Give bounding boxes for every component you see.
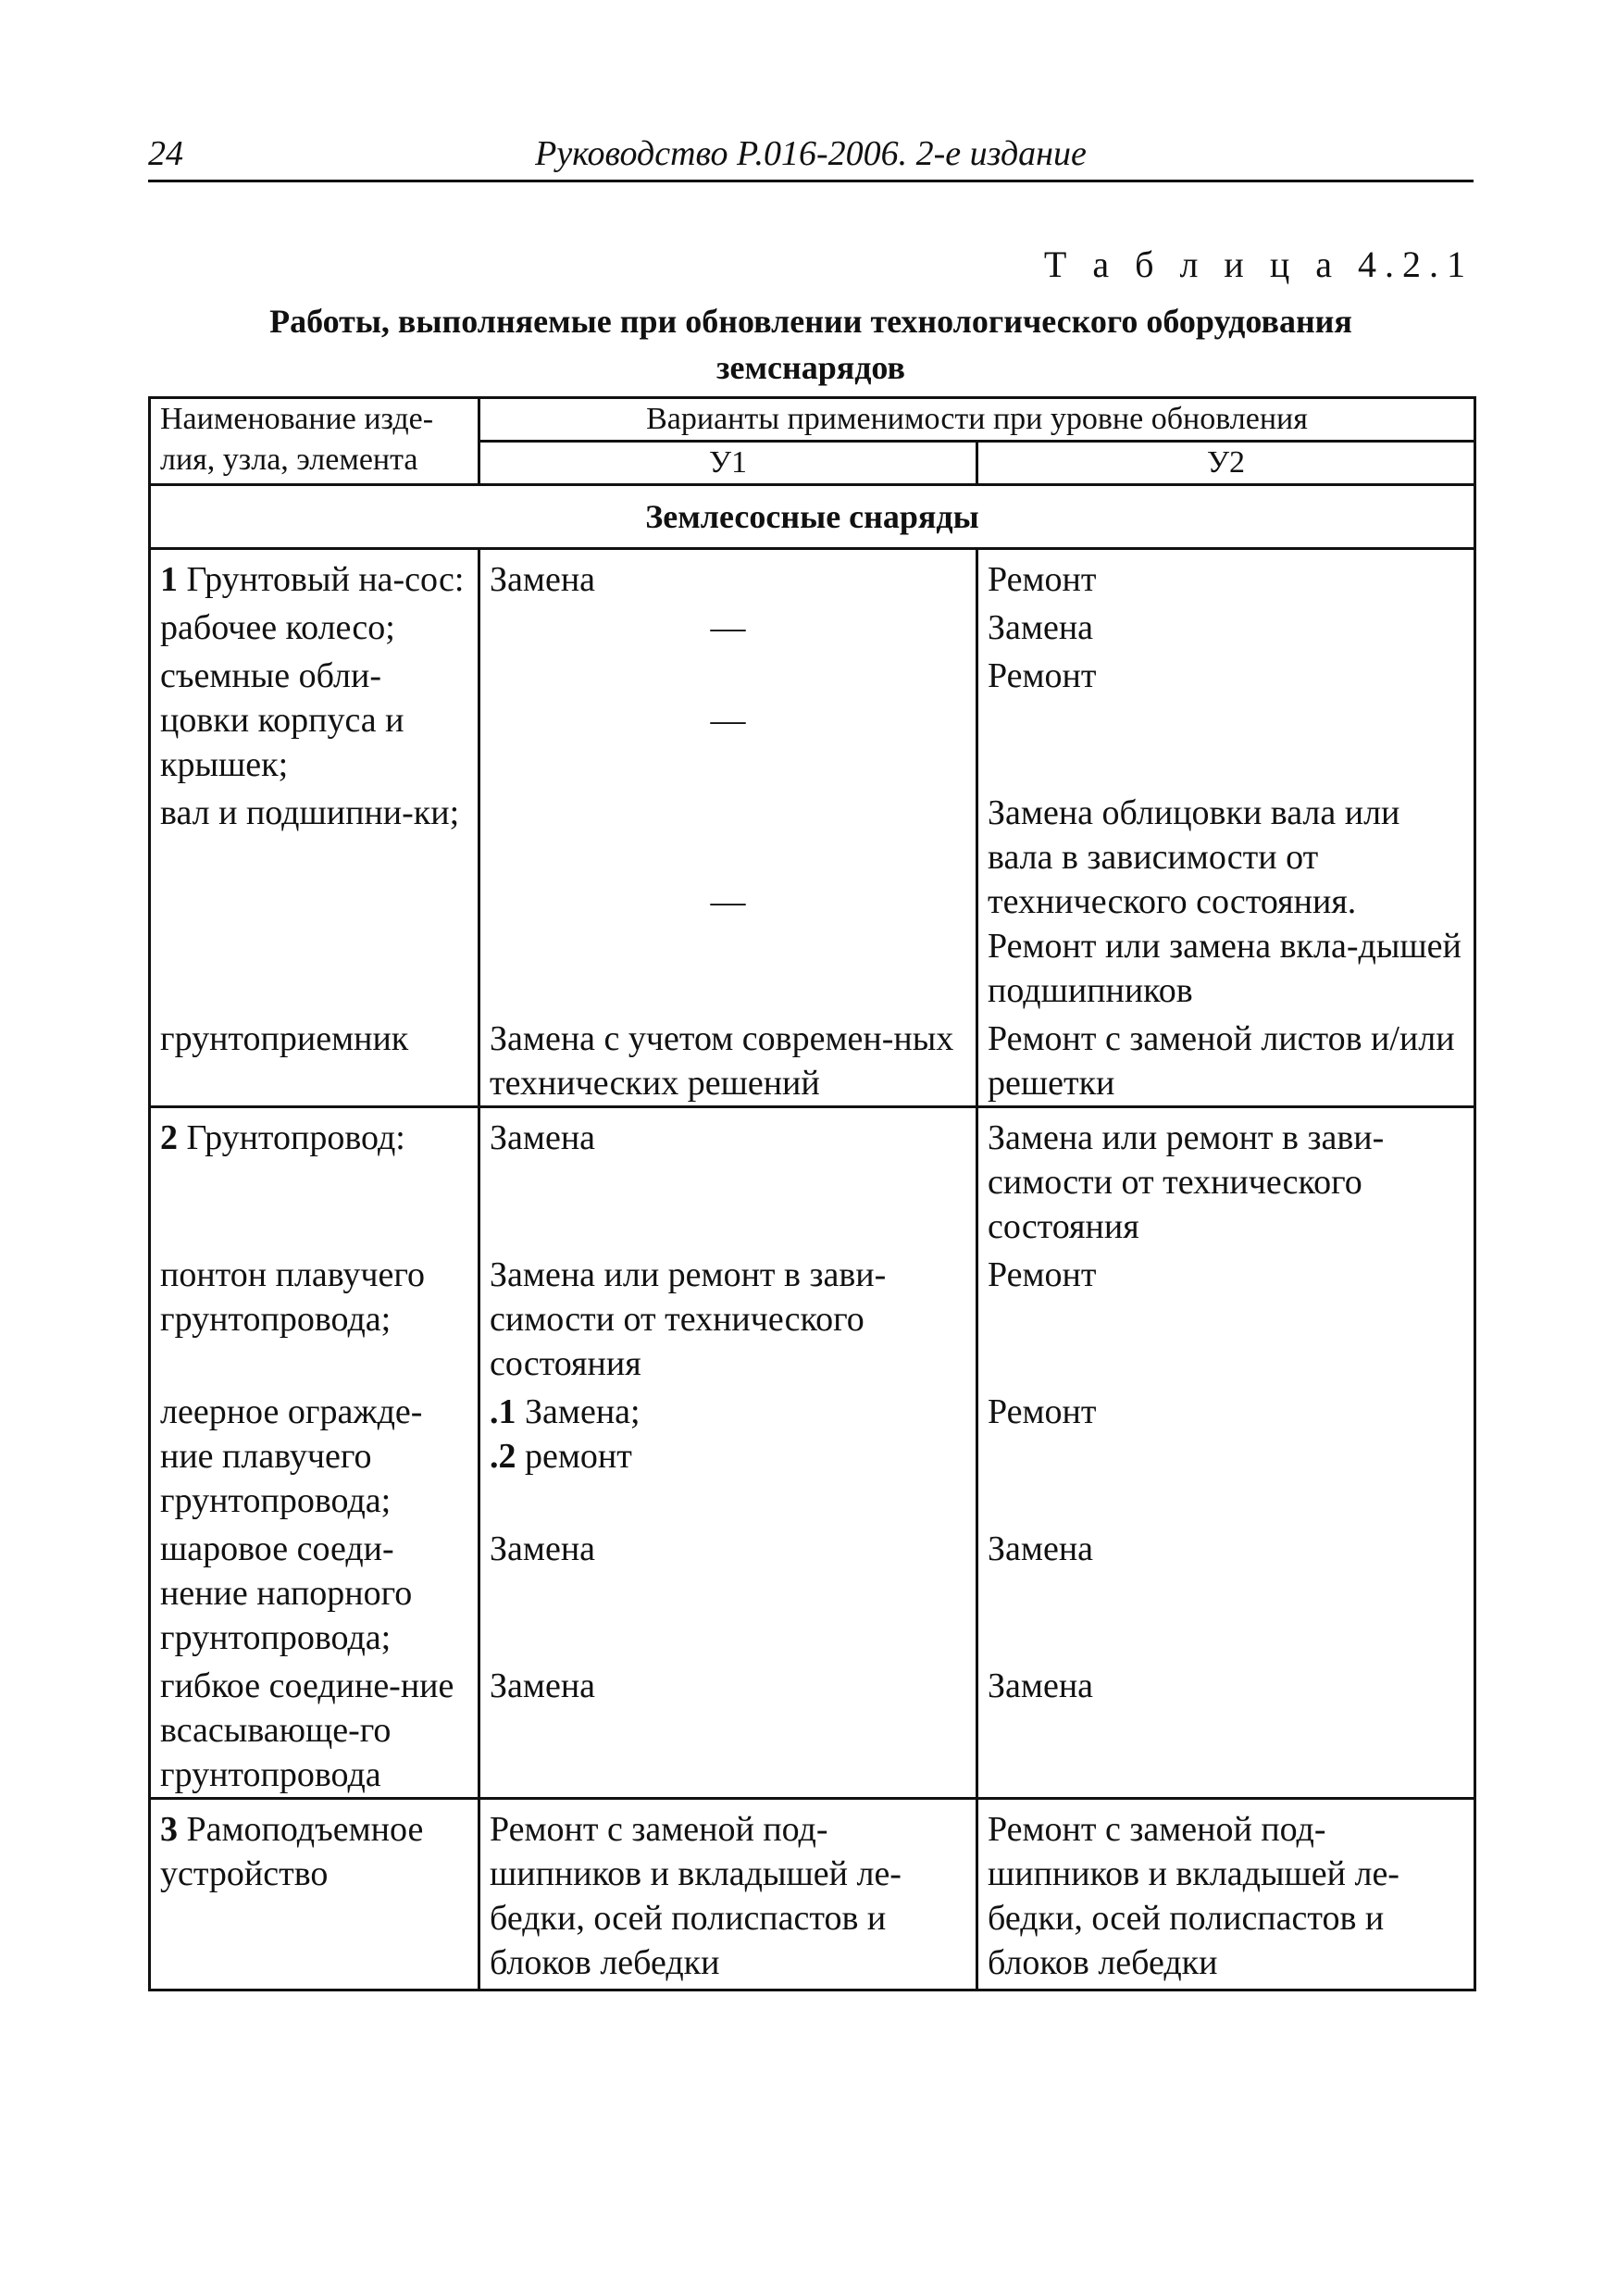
- table-row: [150, 1013, 1475, 1107]
- section-row: [150, 485, 1475, 549]
- item-name: 3 Рамоподъемное устройство: [150, 1799, 479, 1990]
- item-u1: Замена: [479, 549, 977, 603]
- table-row: [150, 1523, 1475, 1660]
- item-u1: Замена: [479, 1523, 977, 1660]
- page-number: 24: [148, 134, 183, 173]
- table-title: [148, 298, 1474, 391]
- table-title-line-1: Работы, выполняемые при обновлении технологического оборудования: [269, 303, 1352, 340]
- item-u2: Ремонт с заменой под-шипников и вкладышей ле-бедки, осей полиспастов и блоков лебедки: [977, 1799, 1475, 1990]
- item-u2: Ремонт: [977, 1249, 1475, 1386]
- table-row: [150, 1249, 1475, 1386]
- table-row: [150, 1107, 1475, 1250]
- item-name: гибкое соедине-ние всасывающе-го грунтопровода: [150, 1660, 479, 1799]
- running-title: Руководство Р.016-2006. 2-е издание: [535, 134, 1087, 173]
- table-title-line-2: земснарядов: [716, 349, 905, 386]
- item-name: съемные обли-цовки корпуса и крышек;: [150, 650, 479, 787]
- variant-2: .2 ремонт: [490, 1437, 632, 1476]
- item-u1: Замена: [479, 1107, 977, 1250]
- item-name: грунтоприемник: [150, 1013, 479, 1107]
- item-u1: —: [479, 650, 977, 787]
- item-u1: —: [479, 602, 977, 650]
- item-u2: Ремонт: [977, 1386, 1475, 1523]
- running-head: [148, 128, 1474, 182]
- item-name: рабочее колесо;: [150, 602, 479, 650]
- item-u2: Ремонт: [977, 549, 1475, 603]
- item-name: леерное огражде-ние плавучего грунтопровода;: [150, 1386, 479, 1523]
- col-u1-header: У1: [479, 442, 977, 485]
- table-row: [150, 549, 1475, 603]
- item-u2: Замена: [977, 1660, 1475, 1799]
- item-u1: Замена или ремонт в зави-симости от технического состояния: [479, 1249, 977, 1386]
- item-u1: Ремонт с заменой под-шипников и вкладышей ле-бедки, осей полиспастов и блоков лебедки: [479, 1799, 977, 1990]
- works-table: [148, 396, 1476, 1991]
- item-u2: Замена облицовки вала или вала в зависимости от технического состояния. Ремонт или замена вкла-дышей подшипников: [977, 787, 1475, 1013]
- table-row: [150, 602, 1475, 650]
- table-row: [150, 1799, 1475, 1990]
- item-name: вал и подшипни-ки;: [150, 787, 479, 1013]
- table-row: [150, 787, 1475, 1013]
- variant-1: .1 Замена;: [490, 1392, 641, 1431]
- table-row: [150, 1386, 1475, 1523]
- item-u1: [479, 1386, 977, 1523]
- item-name: 1 Грунтовый на-сос:: [150, 549, 479, 603]
- item-u1: —: [479, 787, 977, 1013]
- item-u2: Замена: [977, 1523, 1475, 1660]
- item-name: 2 Грунтопровод:: [150, 1107, 479, 1250]
- item-u1: Замена: [479, 1660, 977, 1799]
- item-u2: Ремонт: [977, 650, 1475, 787]
- header-row: [150, 398, 1475, 442]
- item-u1: Замена с учетом современ-ных технических решений: [479, 1013, 977, 1107]
- item-u2: Ремонт с заменой листов и/или решетки: [977, 1013, 1475, 1107]
- item-name: понтон плавучего грунтопровода;: [150, 1249, 479, 1386]
- table-row: [150, 1660, 1475, 1799]
- col-name-header: Наименование изде-лия, узла, элемента: [150, 398, 479, 485]
- col-variants-header: Варианты применимости при уровне обновления: [479, 398, 1475, 442]
- item-name: шаровое соеди-нение напорного грунтопровода;: [150, 1523, 479, 1660]
- section-title: Землесосные снаряды: [150, 485, 1475, 549]
- table-number: Т а б л и ц а 4.2.1: [1043, 243, 1474, 285]
- col-u2-header: У2: [977, 442, 1475, 485]
- item-u2: Замена: [977, 602, 1475, 650]
- item-u2: Замена или ремонт в зави-симости от технического состояния: [977, 1107, 1475, 1250]
- table-row: [150, 650, 1475, 787]
